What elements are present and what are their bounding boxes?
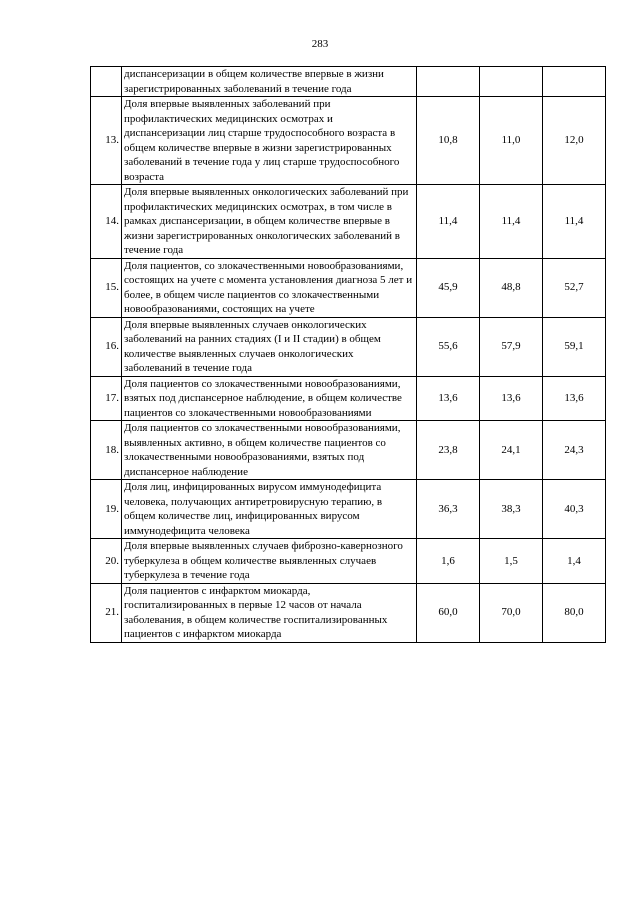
table-row [91,583,606,642]
table-row [91,97,606,185]
value-cell: 45,9 [417,258,480,317]
value-cell: 1,5 [480,539,543,584]
indicator-text: Доля впервые выявленных онкологических заболеваний при профилактических медицинских осмотрах, в том числе в рамках диспансеризации, в общем количестве впервые в жизни зарегистрированных онкологических заболеваний в течение года [122,185,417,259]
table-row [91,258,606,317]
table-row [91,421,606,480]
indicator-text: Доля пациентов со злокачественными новообразованиями, выявленных активно, в общем количестве пациентов со злокачественными новообразованиями, взятых под диспансерное наблюдение [122,421,417,480]
value-cell: 11,4 [543,185,606,259]
value-cell: 11,4 [417,185,480,259]
value-cell: 48,8 [480,258,543,317]
value-cell: 24,1 [480,421,543,480]
value-cell: 80,0 [543,583,606,642]
page-number: 283 [311,38,329,50]
table-row [91,67,606,97]
indicator-text: Доля впервые выявленных случаев фиброзно-кавернозного туберкулеза в общем количестве выявленных случаев туберкулеза в течение года [122,539,417,584]
value-cell: 38,3 [480,480,543,539]
table-row [91,376,606,421]
row-number: 18. [91,421,122,480]
value-cell: 57,9 [480,317,543,376]
indicator-text: диспансеризации в общем количестве впервые в жизни зарегистрированных заболеваний в течение года [122,67,417,97]
row-number: 17. [91,376,122,421]
value-cell: 13,6 [480,376,543,421]
indicator-text: Доля впервые выявленных заболеваний при профилактических медицинских осмотрах и диспансеризации лиц старше трудоспособного возраста в общем количестве впервые в жизни зарегистрированных заболеваний в течение года у лиц старше трудоспособного возраста [122,97,417,185]
table-row [91,317,606,376]
value-cell: 11,4 [480,185,543,259]
indicator-text: Доля лиц, инфицированных вирусом иммунодефицита человека, получающих антиретровирусную терапию, в общем количестве лиц, инфицированных вирусом иммунодефицита человека [122,480,417,539]
value-cell [417,67,480,97]
indicator-table [90,66,606,643]
value-cell: 13,6 [417,376,480,421]
value-cell: 52,7 [543,258,606,317]
value-cell: 1,6 [417,539,480,584]
value-cell: 1,4 [543,539,606,584]
value-cell: 40,3 [543,480,606,539]
row-number: 19. [91,480,122,539]
table-row [91,480,606,539]
value-cell: 11,0 [480,97,543,185]
indicator-text: Доля пациентов со злокачественными новообразованиями, взятых под диспансерное наблюдение, в общем количестве пациентов со злокачественными новообразованиями [122,376,417,421]
indicator-text: Доля впервые выявленных случаев онкологических заболеваний на ранних стадиях (I и II стадии) в общем количестве выявленных случаев онкологических заболеваний в течение года [122,317,417,376]
row-number: 16. [91,317,122,376]
table-row [91,539,606,584]
value-cell: 70,0 [480,583,543,642]
row-number: 13. [91,97,122,185]
value-cell: 59,1 [543,317,606,376]
value-cell: 13,6 [543,376,606,421]
value-cell [480,67,543,97]
value-cell [543,67,606,97]
table-row [91,185,606,259]
value-cell: 10,8 [417,97,480,185]
value-cell: 36,3 [417,480,480,539]
value-cell: 60,0 [417,583,480,642]
value-cell: 12,0 [543,97,606,185]
row-number: 15. [91,258,122,317]
row-number [91,67,122,97]
indicator-text: Доля пациентов, со злокачественными новообразованиями, состоящих на учете с момента установления диагноза 5 лет и более, в общем числе пациентов со злокачественными новообразованиями, состоящих на учете [122,258,417,317]
row-number: 14. [91,185,122,259]
value-cell: 23,8 [417,421,480,480]
value-cell: 55,6 [417,317,480,376]
row-number: 21. [91,583,122,642]
value-cell: 24,3 [543,421,606,480]
row-number: 20. [91,539,122,584]
indicator-text: Доля пациентов с инфарктом миокарда, госпитализированных в первые 12 часов от начала заболевания, в общем количестве госпитализированных пациентов с инфарктом миокарда [122,583,417,642]
